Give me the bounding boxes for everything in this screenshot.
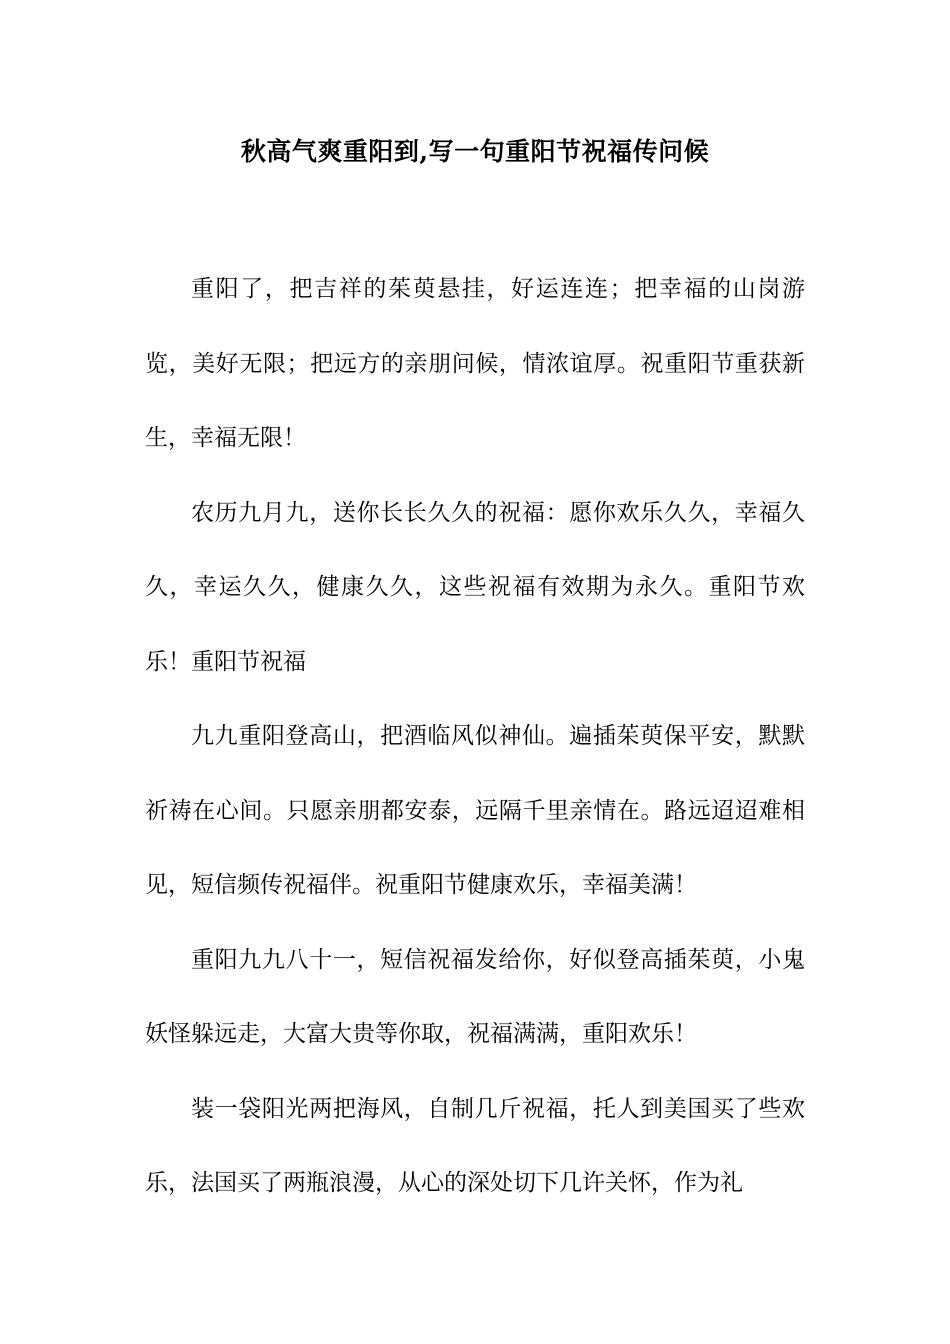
paragraph-2: 农历九月九，送你长长久久的祝福：愿你欢乐久久，幸福久久，幸运久久，健康久久，这些祝福有效期为永久。重阳节欢乐！重阳节祝福 <box>145 499 805 675</box>
paragraph-5: 装一袋阳光两把海风，自制几斤祝福，托人到美国买了些欢乐，法国买了两瓶浪漫，从心的深处切下几许关怀，作为礼 <box>145 1095 805 1196</box>
paragraph-3: 九九重阳登高山，把酒临风似神仙。遍插茱萸保平安，默默祈祷在心间。只愿亲朋都安泰，远隔千里亲情在。路远迢迢难相见，短信频传祝福伴。祝重阳节健康欢乐，幸福美满！ <box>145 723 805 898</box>
paragraph-4: 重阳九九八十一，短信祝福发给你，好似登高插茱萸，小鬼妖怪躲远走，大富大贵等你取，祝福满满，重阳欢乐！ <box>145 946 805 1047</box>
document-title: 秋高气爽重阳到,写一句重阳节祝福传问候 <box>240 137 710 166</box>
paragraph-1: 重阳了，把吉祥的茱萸悬挂，好运连连；把幸福的山岗游览，美好无限；把远方的亲朋问候，情浓谊厚。祝重阳节重获新生，幸福无限！ <box>145 276 805 451</box>
document-body <box>145 252 805 1221</box>
